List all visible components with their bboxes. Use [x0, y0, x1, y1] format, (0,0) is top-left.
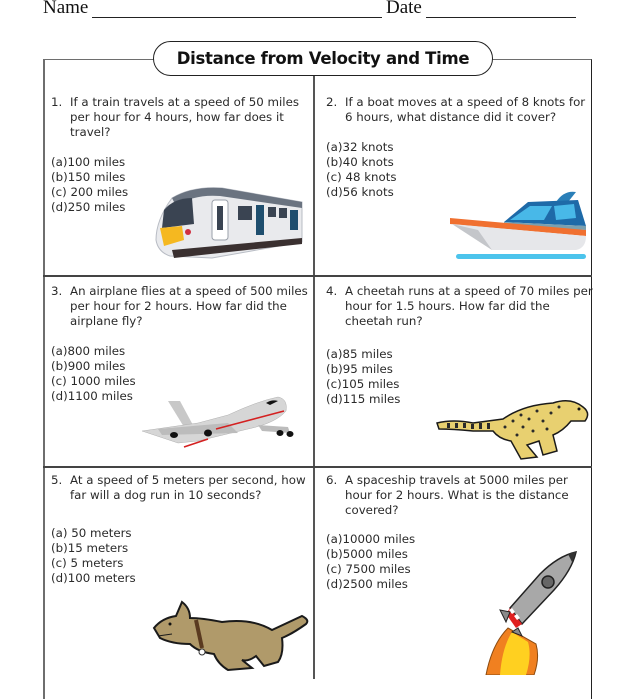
- question-text: At a speed of 5 meters per second, how far will a dog run in 10 seconds?: [70, 473, 306, 502]
- option-a[interactable]: (a)85 miles: [326, 347, 393, 361]
- date-field[interactable]: [426, 17, 576, 18]
- option-d[interactable]: (d)250 miles: [51, 200, 126, 214]
- question-text: A spaceship travels at 5000 miles per hour for 2 hours. What is the distance covered?: [345, 473, 569, 517]
- boat-illustration: [448, 190, 593, 262]
- option-c[interactable]: (c) 1000 miles: [51, 374, 136, 388]
- name-label: Name: [43, 0, 89, 18]
- option-b[interactable]: (b)150 miles: [51, 170, 126, 184]
- option-b[interactable]: (b)40 knots: [326, 155, 394, 169]
- dog-illustration: [152, 596, 312, 672]
- answer-options: [51, 526, 319, 586]
- rocket-illustration: [478, 548, 578, 675]
- option-c[interactable]: (c)105 miles: [326, 377, 400, 391]
- question-number: 2.: [326, 95, 338, 109]
- option-a[interactable]: (a)800 miles: [51, 344, 126, 358]
- option-d[interactable]: (d)56 knots: [326, 185, 394, 199]
- question-text: A cheetah runs at a speed of 70 miles per hour for 1.5 hours. How far did the cheetah run?: [345, 284, 593, 328]
- question-3: [51, 284, 319, 404]
- airplane-illustration: [138, 393, 303, 451]
- train-illustration: [152, 180, 307, 265]
- option-d[interactable]: (d)100 meters: [51, 571, 136, 585]
- question-4: [326, 284, 594, 407]
- option-b[interactable]: (b)15 meters: [51, 541, 129, 555]
- option-c[interactable]: (c) 48 knots: [326, 170, 397, 184]
- option-d[interactable]: (d)1100 miles: [51, 389, 133, 403]
- question-2: [326, 95, 594, 200]
- question-number: 1.: [51, 95, 63, 109]
- option-a[interactable]: (a)32 knots: [326, 140, 394, 154]
- option-a[interactable]: (a) 50 meters: [51, 526, 132, 540]
- option-a[interactable]: (a)100 miles: [51, 155, 126, 169]
- option-b[interactable]: (b)95 miles: [326, 362, 393, 376]
- cheetah-illustration: [433, 393, 593, 463]
- question-number: 5.: [51, 473, 63, 487]
- question-5: [51, 473, 319, 586]
- row-divider: [43, 275, 592, 277]
- option-d[interactable]: (d)2500 miles: [326, 577, 408, 591]
- name-field[interactable]: [92, 17, 382, 18]
- question-text: If a train travels at a speed of 50 miles per hour for 4 hours, how far does it travel?: [70, 95, 299, 139]
- option-c[interactable]: (c) 5 meters: [51, 556, 124, 570]
- date-label: Date: [386, 0, 422, 18]
- option-b[interactable]: (b)900 miles: [51, 359, 126, 373]
- question-number: 3.: [51, 284, 63, 298]
- question-number: 6.: [326, 473, 338, 487]
- worksheet-title: Distance from Velocity and Time: [153, 41, 493, 76]
- name-date-header: [0, 0, 621, 24]
- question-number: 4.: [326, 284, 338, 298]
- option-c[interactable]: (c) 200 miles: [51, 185, 129, 199]
- row-divider: [43, 466, 592, 468]
- option-b[interactable]: (b)5000 miles: [326, 547, 408, 561]
- option-c[interactable]: (c) 7500 miles: [326, 562, 411, 576]
- question-text: If a boat moves at a speed of 8 knots for 6 hours, what distance did it cover?: [345, 95, 586, 124]
- question-text: An airplane flies at a speed of 500 miles per hour for 2 hours. How far did the airplane fly?: [70, 284, 308, 328]
- option-d[interactable]: (d)115 miles: [326, 392, 401, 406]
- option-a[interactable]: (a)10000 miles: [326, 532, 416, 546]
